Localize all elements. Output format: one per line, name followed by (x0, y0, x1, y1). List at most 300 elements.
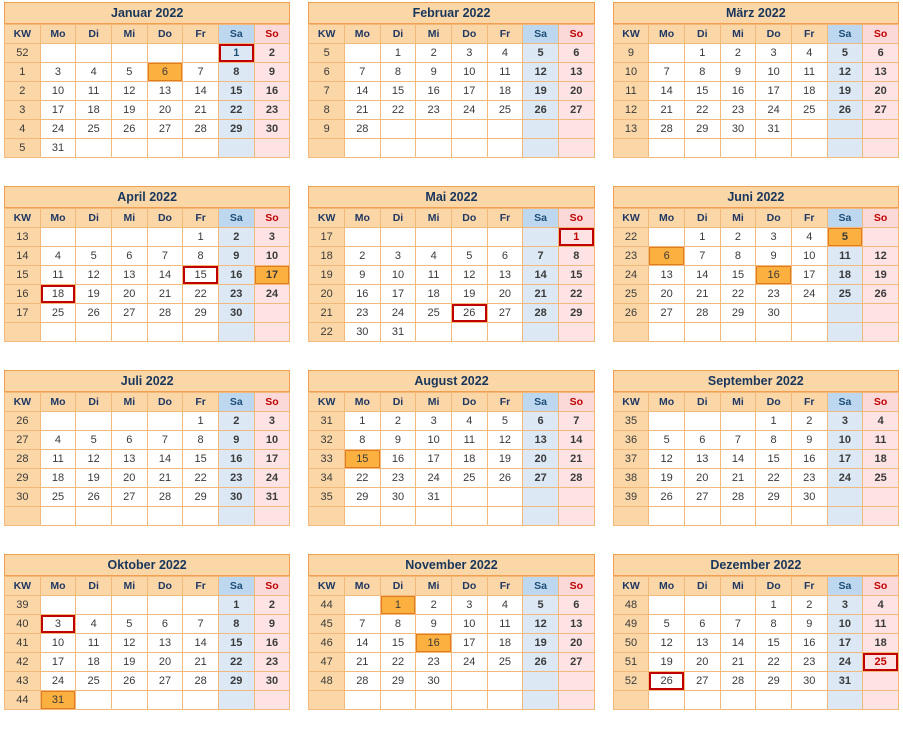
day-cell[interactable]: 15 (558, 266, 594, 285)
day-cell[interactable]: 24 (254, 285, 290, 304)
day-cell[interactable]: 5 (111, 63, 147, 82)
day-cell[interactable]: 27 (863, 101, 899, 120)
day-cell[interactable]: 7 (649, 63, 685, 82)
day-cell[interactable]: 16 (218, 450, 254, 469)
day-cell[interactable]: 24 (254, 469, 290, 488)
day-cell[interactable]: 1 (380, 596, 416, 615)
day-cell[interactable]: 16 (791, 634, 827, 653)
day-cell[interactable]: 14 (183, 82, 219, 101)
day-cell[interactable]: 7 (720, 431, 756, 450)
day-cell[interactable]: 13 (147, 634, 183, 653)
day-cell[interactable]: 6 (649, 247, 685, 266)
day-cell[interactable]: 7 (183, 615, 219, 634)
day-cell[interactable]: 3 (254, 412, 290, 431)
day-cell[interactable]: 11 (451, 431, 487, 450)
day-cell[interactable]: 3 (40, 63, 76, 82)
day-cell[interactable]: 17 (254, 450, 290, 469)
day-cell[interactable]: 22 (558, 285, 594, 304)
day-cell[interactable]: 21 (684, 285, 720, 304)
day-cell[interactable]: 19 (827, 82, 863, 101)
day-cell[interactable]: 3 (451, 596, 487, 615)
day-cell[interactable]: 2 (254, 44, 290, 63)
day-cell[interactable]: 29 (756, 672, 792, 691)
day-cell[interactable]: 16 (254, 82, 290, 101)
day-cell[interactable]: 26 (451, 304, 487, 323)
day-cell[interactable]: 6 (147, 615, 183, 634)
day-cell[interactable]: 7 (684, 247, 720, 266)
day-cell[interactable]: 29 (183, 488, 219, 507)
day-cell[interactable]: 15 (183, 450, 219, 469)
day-cell[interactable]: 12 (76, 266, 112, 285)
day-cell[interactable]: 2 (218, 228, 254, 247)
day-cell[interactable]: 8 (183, 431, 219, 450)
day-cell[interactable]: 19 (649, 653, 685, 672)
day-cell[interactable]: 20 (863, 82, 899, 101)
day-cell[interactable]: 10 (451, 63, 487, 82)
day-cell[interactable]: 10 (40, 82, 76, 101)
day-cell[interactable]: 28 (147, 488, 183, 507)
day-cell[interactable]: 28 (684, 304, 720, 323)
day-cell[interactable]: 10 (451, 615, 487, 634)
day-cell[interactable]: 15 (380, 634, 416, 653)
day-cell[interactable]: 18 (451, 450, 487, 469)
day-cell[interactable]: 2 (791, 412, 827, 431)
day-cell[interactable]: 27 (111, 488, 147, 507)
day-cell[interactable]: 28 (523, 304, 559, 323)
day-cell[interactable]: 20 (558, 82, 594, 101)
day-cell[interactable]: 8 (183, 247, 219, 266)
day-cell[interactable]: 8 (756, 431, 792, 450)
day-cell[interactable]: 27 (684, 488, 720, 507)
day-cell[interactable]: 23 (254, 101, 290, 120)
day-cell[interactable]: 2 (218, 412, 254, 431)
day-cell[interactable]: 17 (451, 634, 487, 653)
day-cell[interactable]: 9 (416, 615, 452, 634)
day-cell[interactable]: 21 (523, 285, 559, 304)
day-cell[interactable]: 29 (380, 672, 416, 691)
day-cell[interactable]: 13 (111, 450, 147, 469)
day-cell[interactable]: 26 (111, 120, 147, 139)
day-cell[interactable]: 23 (254, 653, 290, 672)
day-cell[interactable]: 22 (756, 653, 792, 672)
day-cell[interactable]: 1 (380, 44, 416, 63)
day-cell[interactable]: 26 (111, 672, 147, 691)
day-cell[interactable]: 26 (827, 101, 863, 120)
day-cell[interactable]: 17 (380, 285, 416, 304)
day-cell[interactable]: 10 (254, 431, 290, 450)
day-cell[interactable]: 10 (827, 615, 863, 634)
day-cell[interactable]: 31 (756, 120, 792, 139)
day-cell[interactable]: 5 (451, 247, 487, 266)
day-cell[interactable]: 23 (380, 469, 416, 488)
day-cell[interactable]: 11 (416, 266, 452, 285)
day-cell[interactable]: 8 (756, 615, 792, 634)
day-cell[interactable]: 4 (76, 63, 112, 82)
day-cell[interactable]: 22 (756, 469, 792, 488)
day-cell[interactable]: 20 (558, 634, 594, 653)
day-cell[interactable]: 18 (76, 101, 112, 120)
day-cell[interactable]: 4 (40, 247, 76, 266)
day-cell[interactable]: 17 (827, 634, 863, 653)
day-cell[interactable]: 25 (416, 304, 452, 323)
day-cell[interactable]: 28 (720, 672, 756, 691)
day-cell[interactable]: 17 (791, 266, 827, 285)
day-cell[interactable]: 27 (523, 469, 559, 488)
day-cell[interactable]: 18 (827, 266, 863, 285)
day-cell[interactable]: 7 (720, 615, 756, 634)
day-cell[interactable]: 19 (863, 266, 899, 285)
day-cell[interactable]: 17 (416, 450, 452, 469)
day-cell[interactable]: 5 (111, 615, 147, 634)
day-cell[interactable]: 11 (791, 63, 827, 82)
day-cell[interactable]: 8 (720, 247, 756, 266)
day-cell[interactable]: 8 (558, 247, 594, 266)
day-cell[interactable]: 22 (380, 653, 416, 672)
day-cell[interactable]: 27 (558, 653, 594, 672)
day-cell[interactable]: 14 (558, 431, 594, 450)
day-cell[interactable]: 5 (487, 412, 523, 431)
day-cell[interactable]: 18 (863, 634, 899, 653)
day-cell[interactable]: 16 (756, 266, 792, 285)
day-cell[interactable]: 11 (863, 431, 899, 450)
day-cell[interactable]: 29 (344, 488, 380, 507)
day-cell[interactable]: 19 (451, 285, 487, 304)
day-cell[interactable]: 28 (183, 120, 219, 139)
day-cell[interactable]: 7 (558, 412, 594, 431)
day-cell[interactable]: 26 (523, 101, 559, 120)
day-cell[interactable]: 28 (649, 120, 685, 139)
day-cell[interactable]: 30 (791, 672, 827, 691)
day-cell[interactable]: 18 (40, 469, 76, 488)
day-cell[interactable]: 21 (558, 450, 594, 469)
day-cell[interactable]: 13 (487, 266, 523, 285)
day-cell[interactable]: 31 (380, 323, 416, 342)
day-cell[interactable]: 15 (380, 82, 416, 101)
day-cell[interactable]: 18 (40, 285, 76, 304)
day-cell[interactable]: 22 (183, 469, 219, 488)
day-cell[interactable]: 13 (523, 431, 559, 450)
day-cell[interactable]: 30 (344, 323, 380, 342)
day-cell[interactable]: 12 (863, 247, 899, 266)
day-cell[interactable]: 22 (183, 285, 219, 304)
day-cell[interactable]: 5 (76, 247, 112, 266)
day-cell[interactable]: 31 (254, 488, 290, 507)
day-cell[interactable]: 7 (344, 615, 380, 634)
day-cell[interactable]: 6 (111, 247, 147, 266)
day-cell[interactable]: 14 (344, 82, 380, 101)
day-cell[interactable]: 10 (827, 431, 863, 450)
day-cell[interactable]: 1 (218, 44, 254, 63)
day-cell[interactable]: 14 (147, 450, 183, 469)
day-cell[interactable]: 4 (487, 596, 523, 615)
day-cell[interactable]: 28 (558, 469, 594, 488)
day-cell[interactable]: 19 (111, 653, 147, 672)
day-cell[interactable]: 12 (111, 634, 147, 653)
day-cell[interactable]: 28 (344, 120, 380, 139)
day-cell[interactable]: 22 (684, 101, 720, 120)
day-cell[interactable]: 3 (254, 228, 290, 247)
day-cell[interactable]: 19 (76, 285, 112, 304)
day-cell[interactable]: 9 (344, 266, 380, 285)
day-cell[interactable]: 6 (684, 431, 720, 450)
day-cell[interactable]: 23 (756, 285, 792, 304)
day-cell[interactable]: 4 (76, 615, 112, 634)
day-cell[interactable]: 18 (863, 450, 899, 469)
day-cell[interactable]: 1 (218, 596, 254, 615)
day-cell[interactable]: 9 (380, 431, 416, 450)
day-cell[interactable]: 19 (487, 450, 523, 469)
day-cell[interactable]: 6 (523, 412, 559, 431)
day-cell[interactable]: 12 (523, 63, 559, 82)
day-cell[interactable]: 2 (380, 412, 416, 431)
day-cell[interactable]: 23 (218, 469, 254, 488)
day-cell[interactable]: 10 (416, 431, 452, 450)
day-cell[interactable]: 2 (344, 247, 380, 266)
day-cell[interactable]: 26 (76, 304, 112, 323)
day-cell[interactable]: 2 (254, 596, 290, 615)
day-cell[interactable]: 9 (791, 431, 827, 450)
day-cell[interactable]: 15 (344, 450, 380, 469)
day-cell[interactable]: 16 (218, 266, 254, 285)
day-cell[interactable]: 4 (416, 247, 452, 266)
day-cell[interactable]: 20 (147, 653, 183, 672)
day-cell[interactable]: 26 (487, 469, 523, 488)
day-cell[interactable]: 7 (523, 247, 559, 266)
day-cell[interactable]: 6 (558, 596, 594, 615)
day-cell[interactable]: 24 (756, 101, 792, 120)
day-cell[interactable]: 17 (827, 450, 863, 469)
day-cell[interactable]: 28 (720, 488, 756, 507)
day-cell[interactable]: 25 (791, 101, 827, 120)
day-cell[interactable]: 12 (451, 266, 487, 285)
day-cell[interactable]: 12 (649, 634, 685, 653)
day-cell[interactable]: 10 (254, 247, 290, 266)
day-cell[interactable]: 9 (254, 615, 290, 634)
day-cell[interactable]: 12 (649, 450, 685, 469)
day-cell[interactable]: 2 (416, 596, 452, 615)
day-cell[interactable]: 3 (827, 412, 863, 431)
day-cell[interactable]: 21 (649, 101, 685, 120)
day-cell[interactable]: 24 (40, 672, 76, 691)
day-cell[interactable]: 6 (487, 247, 523, 266)
day-cell[interactable]: 15 (720, 266, 756, 285)
day-cell[interactable]: 4 (487, 44, 523, 63)
day-cell[interactable]: 8 (218, 615, 254, 634)
day-cell[interactable]: 9 (218, 431, 254, 450)
day-cell[interactable]: 17 (756, 82, 792, 101)
day-cell[interactable]: 23 (791, 469, 827, 488)
day-cell[interactable]: 31 (416, 488, 452, 507)
day-cell[interactable]: 22 (218, 101, 254, 120)
day-cell[interactable]: 20 (649, 285, 685, 304)
day-cell[interactable]: 27 (147, 120, 183, 139)
day-cell[interactable]: 11 (863, 615, 899, 634)
day-cell[interactable]: 22 (218, 653, 254, 672)
day-cell[interactable]: 20 (487, 285, 523, 304)
day-cell[interactable]: 5 (827, 228, 863, 247)
day-cell[interactable]: 3 (451, 44, 487, 63)
day-cell[interactable]: 20 (523, 450, 559, 469)
day-cell[interactable]: 20 (684, 653, 720, 672)
day-cell[interactable]: 26 (76, 488, 112, 507)
day-cell[interactable]: 14 (720, 634, 756, 653)
day-cell[interactable]: 22 (344, 469, 380, 488)
day-cell[interactable]: 14 (183, 634, 219, 653)
day-cell[interactable]: 25 (827, 285, 863, 304)
day-cell[interactable]: 27 (111, 304, 147, 323)
day-cell[interactable]: 18 (76, 653, 112, 672)
day-cell[interactable]: 24 (451, 653, 487, 672)
day-cell[interactable]: 5 (523, 596, 559, 615)
day-cell[interactable]: 1 (684, 44, 720, 63)
day-cell[interactable]: 14 (720, 450, 756, 469)
day-cell[interactable]: 13 (558, 615, 594, 634)
day-cell[interactable]: 6 (147, 63, 183, 82)
day-cell[interactable]: 29 (183, 304, 219, 323)
day-cell[interactable]: 11 (487, 63, 523, 82)
day-cell[interactable]: 12 (76, 450, 112, 469)
day-cell[interactable]: 9 (756, 247, 792, 266)
day-cell[interactable]: 8 (344, 431, 380, 450)
day-cell[interactable]: 12 (827, 63, 863, 82)
day-cell[interactable]: 15 (756, 634, 792, 653)
day-cell[interactable]: 7 (147, 247, 183, 266)
day-cell[interactable]: 23 (416, 101, 452, 120)
day-cell[interactable]: 19 (76, 469, 112, 488)
day-cell[interactable]: 3 (827, 596, 863, 615)
day-cell[interactable]: 14 (684, 266, 720, 285)
day-cell[interactable]: 23 (416, 653, 452, 672)
day-cell[interactable]: 1 (684, 228, 720, 247)
day-cell[interactable]: 20 (111, 285, 147, 304)
day-cell[interactable]: 21 (183, 101, 219, 120)
day-cell[interactable]: 13 (684, 634, 720, 653)
day-cell[interactable]: 11 (487, 615, 523, 634)
day-cell[interactable]: 2 (720, 44, 756, 63)
day-cell[interactable]: 5 (649, 431, 685, 450)
day-cell[interactable]: 1 (756, 412, 792, 431)
day-cell[interactable]: 12 (111, 82, 147, 101)
day-cell[interactable]: 16 (380, 450, 416, 469)
day-cell[interactable]: 16 (416, 634, 452, 653)
day-cell[interactable]: 17 (254, 266, 290, 285)
day-cell[interactable]: 1 (183, 228, 219, 247)
day-cell[interactable]: 15 (218, 82, 254, 101)
day-cell[interactable]: 25 (76, 672, 112, 691)
day-cell[interactable]: 21 (344, 653, 380, 672)
day-cell[interactable]: 6 (558, 44, 594, 63)
day-cell[interactable]: 4 (791, 44, 827, 63)
day-cell[interactable]: 28 (183, 672, 219, 691)
day-cell[interactable]: 11 (40, 266, 76, 285)
day-cell[interactable]: 11 (40, 450, 76, 469)
day-cell[interactable]: 25 (40, 488, 76, 507)
day-cell[interactable]: 18 (791, 82, 827, 101)
day-cell[interactable]: 29 (720, 304, 756, 323)
day-cell[interactable]: 13 (111, 266, 147, 285)
day-cell[interactable]: 4 (451, 412, 487, 431)
day-cell[interactable]: 10 (40, 634, 76, 653)
day-cell[interactable]: 30 (380, 488, 416, 507)
day-cell[interactable]: 13 (558, 63, 594, 82)
day-cell[interactable]: 13 (649, 266, 685, 285)
day-cell[interactable]: 19 (111, 101, 147, 120)
day-cell[interactable]: 16 (344, 285, 380, 304)
day-cell[interactable]: 4 (863, 412, 899, 431)
day-cell[interactable]: 2 (416, 44, 452, 63)
day-cell[interactable]: 25 (451, 469, 487, 488)
day-cell[interactable]: 21 (720, 469, 756, 488)
day-cell[interactable]: 1 (344, 412, 380, 431)
day-cell[interactable]: 16 (254, 634, 290, 653)
day-cell[interactable]: 27 (147, 672, 183, 691)
day-cell[interactable]: 11 (76, 634, 112, 653)
day-cell[interactable]: 21 (147, 285, 183, 304)
day-cell[interactable]: 18 (416, 285, 452, 304)
day-cell[interactable]: 29 (756, 488, 792, 507)
day-cell[interactable]: 5 (523, 44, 559, 63)
day-cell[interactable]: 16 (720, 82, 756, 101)
day-cell[interactable]: 23 (344, 304, 380, 323)
day-cell[interactable]: 27 (649, 304, 685, 323)
day-cell[interactable]: 26 (649, 488, 685, 507)
day-cell[interactable]: 20 (111, 469, 147, 488)
day-cell[interactable]: 21 (720, 653, 756, 672)
day-cell[interactable]: 2 (720, 228, 756, 247)
day-cell[interactable]: 30 (254, 672, 290, 691)
day-cell[interactable]: 7 (147, 431, 183, 450)
day-cell[interactable]: 3 (380, 247, 416, 266)
day-cell[interactable]: 8 (218, 63, 254, 82)
day-cell[interactable]: 9 (416, 63, 452, 82)
day-cell[interactable]: 12 (487, 431, 523, 450)
day-cell[interactable]: 15 (756, 450, 792, 469)
day-cell[interactable]: 26 (649, 672, 685, 691)
day-cell[interactable]: 10 (756, 63, 792, 82)
day-cell[interactable]: 30 (791, 488, 827, 507)
day-cell[interactable]: 25 (487, 653, 523, 672)
day-cell[interactable]: 9 (720, 63, 756, 82)
day-cell[interactable]: 15 (218, 634, 254, 653)
day-cell[interactable]: 14 (523, 266, 559, 285)
day-cell[interactable]: 28 (344, 672, 380, 691)
day-cell[interactable]: 6 (863, 44, 899, 63)
day-cell[interactable]: 23 (791, 653, 827, 672)
day-cell[interactable]: 30 (218, 488, 254, 507)
day-cell[interactable]: 3 (756, 44, 792, 63)
day-cell[interactable]: 4 (863, 596, 899, 615)
day-cell[interactable]: 25 (863, 653, 899, 672)
day-cell[interactable]: 30 (416, 672, 452, 691)
day-cell[interactable]: 24 (827, 653, 863, 672)
day-cell[interactable]: 2 (791, 596, 827, 615)
day-cell[interactable]: 17 (40, 101, 76, 120)
day-cell[interactable]: 19 (649, 469, 685, 488)
day-cell[interactable]: 30 (720, 120, 756, 139)
day-cell[interactable]: 21 (183, 653, 219, 672)
day-cell[interactable]: 27 (684, 672, 720, 691)
day-cell[interactable]: 19 (523, 82, 559, 101)
day-cell[interactable]: 15 (183, 266, 219, 285)
day-cell[interactable]: 21 (147, 469, 183, 488)
day-cell[interactable]: 14 (649, 82, 685, 101)
day-cell[interactable]: 10 (791, 247, 827, 266)
day-cell[interactable]: 27 (558, 101, 594, 120)
day-cell[interactable]: 30 (756, 304, 792, 323)
day-cell[interactable]: 8 (380, 63, 416, 82)
day-cell[interactable]: 9 (218, 247, 254, 266)
day-cell[interactable]: 26 (863, 285, 899, 304)
